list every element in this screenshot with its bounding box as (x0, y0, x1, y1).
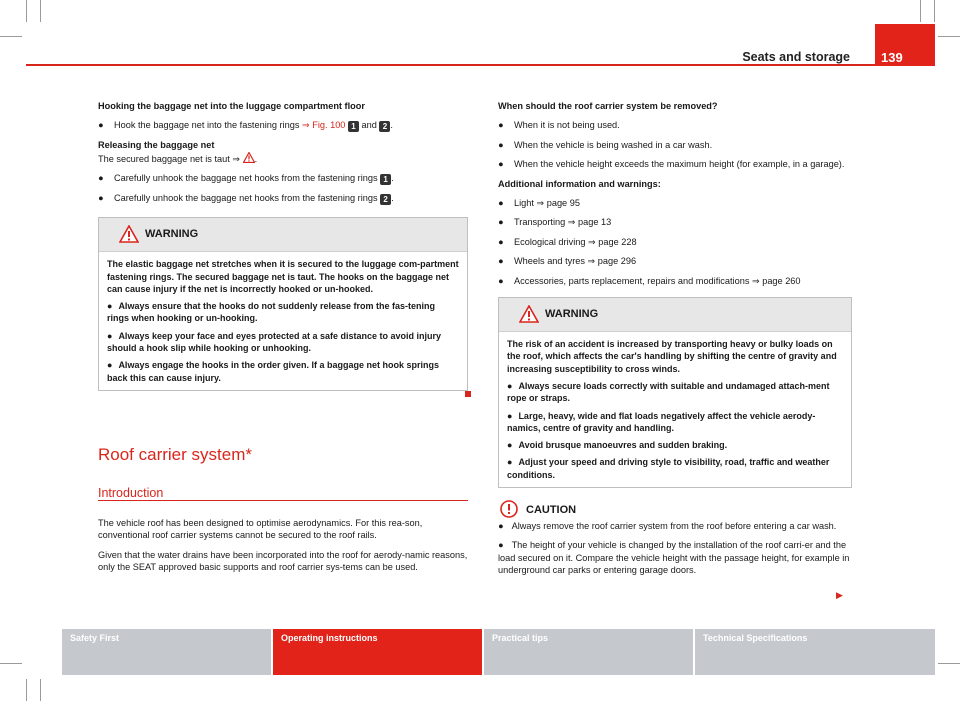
crop-mark (40, 0, 41, 22)
chapter-title: Seats and storage (742, 50, 850, 64)
list-item (507, 439, 843, 451)
bullet-icon: ● (498, 256, 504, 267)
list-item: ● Carefully unhook the baggage net hooks from the fastening rings 2 . (98, 193, 394, 205)
bullet-icon: ● (498, 217, 504, 228)
list-item-text: Always ensure that the hooks do not suddenly release from the fas-tening rings when hooking or un-hooking. (107, 301, 435, 324)
list-item-text: Always keep your face and eyes protected at a safe distance to avoid injury should a hook slip while hooking or unhooking. (107, 330, 442, 353)
list-item: ● Hook the baggage net into the fastening rings ⇒ Fig. 100 1 and 2 . (98, 120, 393, 132)
crop-mark (26, 0, 27, 22)
list-item-text: and (358, 120, 380, 131)
warning-header (499, 298, 851, 332)
warning-label: WARNING (145, 228, 199, 241)
crop-mark (938, 663, 960, 664)
callout-number: 1 (380, 174, 391, 185)
footer-tab-practical-tips[interactable] (484, 629, 693, 675)
footer-tab-label: Operating instructions (281, 633, 378, 643)
crop-mark (934, 0, 935, 22)
list-item: ● Carefully unhook the baggage net hooks from the fastening rings 1 . (98, 173, 394, 185)
warning-body (99, 252, 467, 390)
list-item-text: Avoid brusque manoeuvres and sudden braking. (518, 440, 728, 451)
bullet-icon: ● (507, 380, 513, 391)
caution-label: CAUTION (526, 504, 577, 517)
list-item (498, 520, 852, 532)
warning-header (99, 218, 467, 252)
list-item-text: Hook the baggage net into the fastening rings (114, 120, 302, 131)
additional-heading: Additional information and warnings: (498, 178, 661, 189)
bullet-icon: ● (107, 301, 113, 312)
callout-number: 2 (380, 194, 391, 205)
bullet-icon: ● (498, 159, 504, 170)
footer-tab-label: Practical tips (492, 633, 549, 643)
list-item[interactable] (498, 197, 852, 209)
list-item-text: Transporting ⇒ page 13 (514, 217, 612, 228)
caution-icon (500, 500, 518, 518)
footer-tab-label: Safety First (70, 633, 120, 643)
list-item (107, 359, 459, 384)
callout-number: 1 (348, 121, 359, 132)
bullet-icon: ● (98, 193, 104, 204)
remove-heading: When should the roof carrier system be removed? (498, 101, 718, 111)
list-item (507, 380, 843, 405)
list-item-text: Accessories, parts replacement, repairs and modifications ⇒ page 260 (514, 275, 801, 286)
crop-mark (26, 679, 27, 701)
bullet-icon: ● (498, 275, 504, 286)
list-item-text: When it is not being used. (514, 120, 620, 131)
list-item-text: Large, heavy, wide and flat loads negatively affect the vehicle aerody-namics, centre of gravity and handling. (507, 410, 816, 433)
warning-box (98, 217, 468, 391)
list-item (507, 456, 843, 481)
figure-link[interactable]: ⇒ Fig. 100 (301, 120, 346, 131)
crop-mark (920, 0, 921, 22)
bullet-icon: ● (507, 440, 513, 451)
footer-tab-technical-specifications[interactable] (695, 629, 935, 675)
list-item-text: When the vehicle height exceeds the maximum height (for example, in a garage). (514, 159, 845, 170)
list-item-text: Light ⇒ page 95 (514, 198, 580, 209)
crop-mark (0, 663, 22, 664)
list-item-text: Always secure loads correctly with suitable and undamaged attach-ment rope or straps. (507, 380, 830, 404)
list-item-text: Always remove the roof carrier system from the roof before entering a car wash. (511, 521, 837, 532)
list-item[interactable] (498, 236, 852, 248)
bullet-icon: ● (498, 236, 504, 247)
list-item[interactable] (498, 216, 852, 228)
list-item (498, 539, 852, 576)
list-item (507, 410, 843, 435)
bullet-icon: ● (498, 139, 504, 150)
header-rule (26, 64, 935, 66)
warning-intro: The risk of an accident is increased by transporting heavy or bulky loads on the roof, which affects the car's handling by shifting the centre of gravity and increasing susceptibility to cross winds. (507, 339, 837, 374)
right-column (498, 100, 852, 584)
list-item (498, 119, 852, 131)
warning-triangle-icon (243, 152, 255, 163)
list-item-text: Ecological driving ⇒ page 228 (514, 236, 637, 247)
warning-triangle-icon (519, 305, 539, 323)
list-item-text: Adjust your speed and driving style to visibility, road, traffic and weather conditions. (507, 457, 830, 480)
list-item (498, 139, 852, 151)
list-item-text: Carefully unhook the baggage net hooks from the fastening rings (114, 173, 381, 184)
warning-box (498, 297, 852, 488)
crop-mark (938, 36, 960, 37)
intro-text (98, 517, 468, 581)
list-item-text: Wheels and tyres ⇒ page 296 (514, 256, 637, 267)
list-item-text: When the vehicle is being washed in a car wash. (514, 139, 713, 150)
section-rule (98, 500, 468, 501)
bullet-icon: ● (107, 330, 113, 341)
intro-paragraph: The vehicle roof has been designed to optimise aerodynamics. For this rea-son, conventional roof carrier systems cannot be secured to the roof rails. (98, 518, 423, 541)
releasing-text-body: The secured baggage net is taut ⇒ (98, 153, 241, 164)
bullet-icon: ● (507, 410, 513, 421)
warning-intro: The elastic baggage net stretches when it is secured to the luggage com-partment fastening rings. The secured baggage net is taut. The hooks on the baggage net can cause injury if the net is incorrectly hooked or un-hooked. (107, 259, 459, 294)
list-item-text: The height of your vehicle is changed by the installation of the roof carri-er and the load secured on it. Compare the vehicle height with the passage height, for example in underground car parks or entering garage doors. (498, 540, 850, 576)
warning-body (499, 332, 851, 487)
footer-tab-operating-instructions[interactable] (273, 629, 482, 675)
list-item (107, 330, 459, 355)
warning-triangle-icon (119, 225, 139, 243)
bullet-icon: ● (498, 120, 504, 131)
list-item (107, 300, 459, 325)
section-end-marker (465, 391, 471, 397)
left-column (98, 100, 468, 391)
hook-heading: Hooking the baggage net into the luggage compartment floor (98, 101, 365, 111)
releasing-text: The secured baggage net is taut ⇒ . (98, 153, 258, 164)
list-item-text: Carefully unhook the baggage net hooks from the fastening rings (114, 193, 381, 204)
bullet-icon: ● (498, 521, 504, 532)
warning-label: WARNING (545, 308, 599, 321)
section-subtitle: Introduction (98, 486, 164, 500)
callout-number: 2 (379, 121, 390, 132)
list-item[interactable] (498, 275, 852, 287)
bullet-icon: ● (498, 540, 504, 551)
list-item-text: Always engage the hooks in the order given. If a baggage net hook springs back this can cause injury. (107, 360, 439, 383)
bullet-icon: ● (498, 198, 504, 209)
page-number: 139 (881, 50, 903, 65)
bullet-icon: ● (107, 360, 113, 371)
bullet-icon: ● (98, 173, 104, 184)
footer-tab-label: Technical Specifications (703, 633, 808, 643)
caution-header (498, 500, 852, 520)
list-item[interactable] (498, 255, 852, 267)
crop-mark (0, 36, 22, 37)
list-item (498, 158, 852, 170)
continue-arrow-icon: ▶ (836, 590, 843, 600)
intro-paragraph: Given that the water drains have been incorporated into the roof for aerody-namic reasons, only the SEAT approved basic supports and roof carrier sys-tems can be used. (98, 549, 468, 573)
releasing-heading: Releasing the baggage net (98, 140, 215, 151)
crop-mark (40, 679, 41, 701)
section-title: Roof carrier system* (98, 445, 252, 464)
bullet-icon: ● (98, 120, 104, 131)
footer-tab-safety-first[interactable] (62, 629, 271, 675)
bullet-icon: ● (507, 457, 513, 468)
